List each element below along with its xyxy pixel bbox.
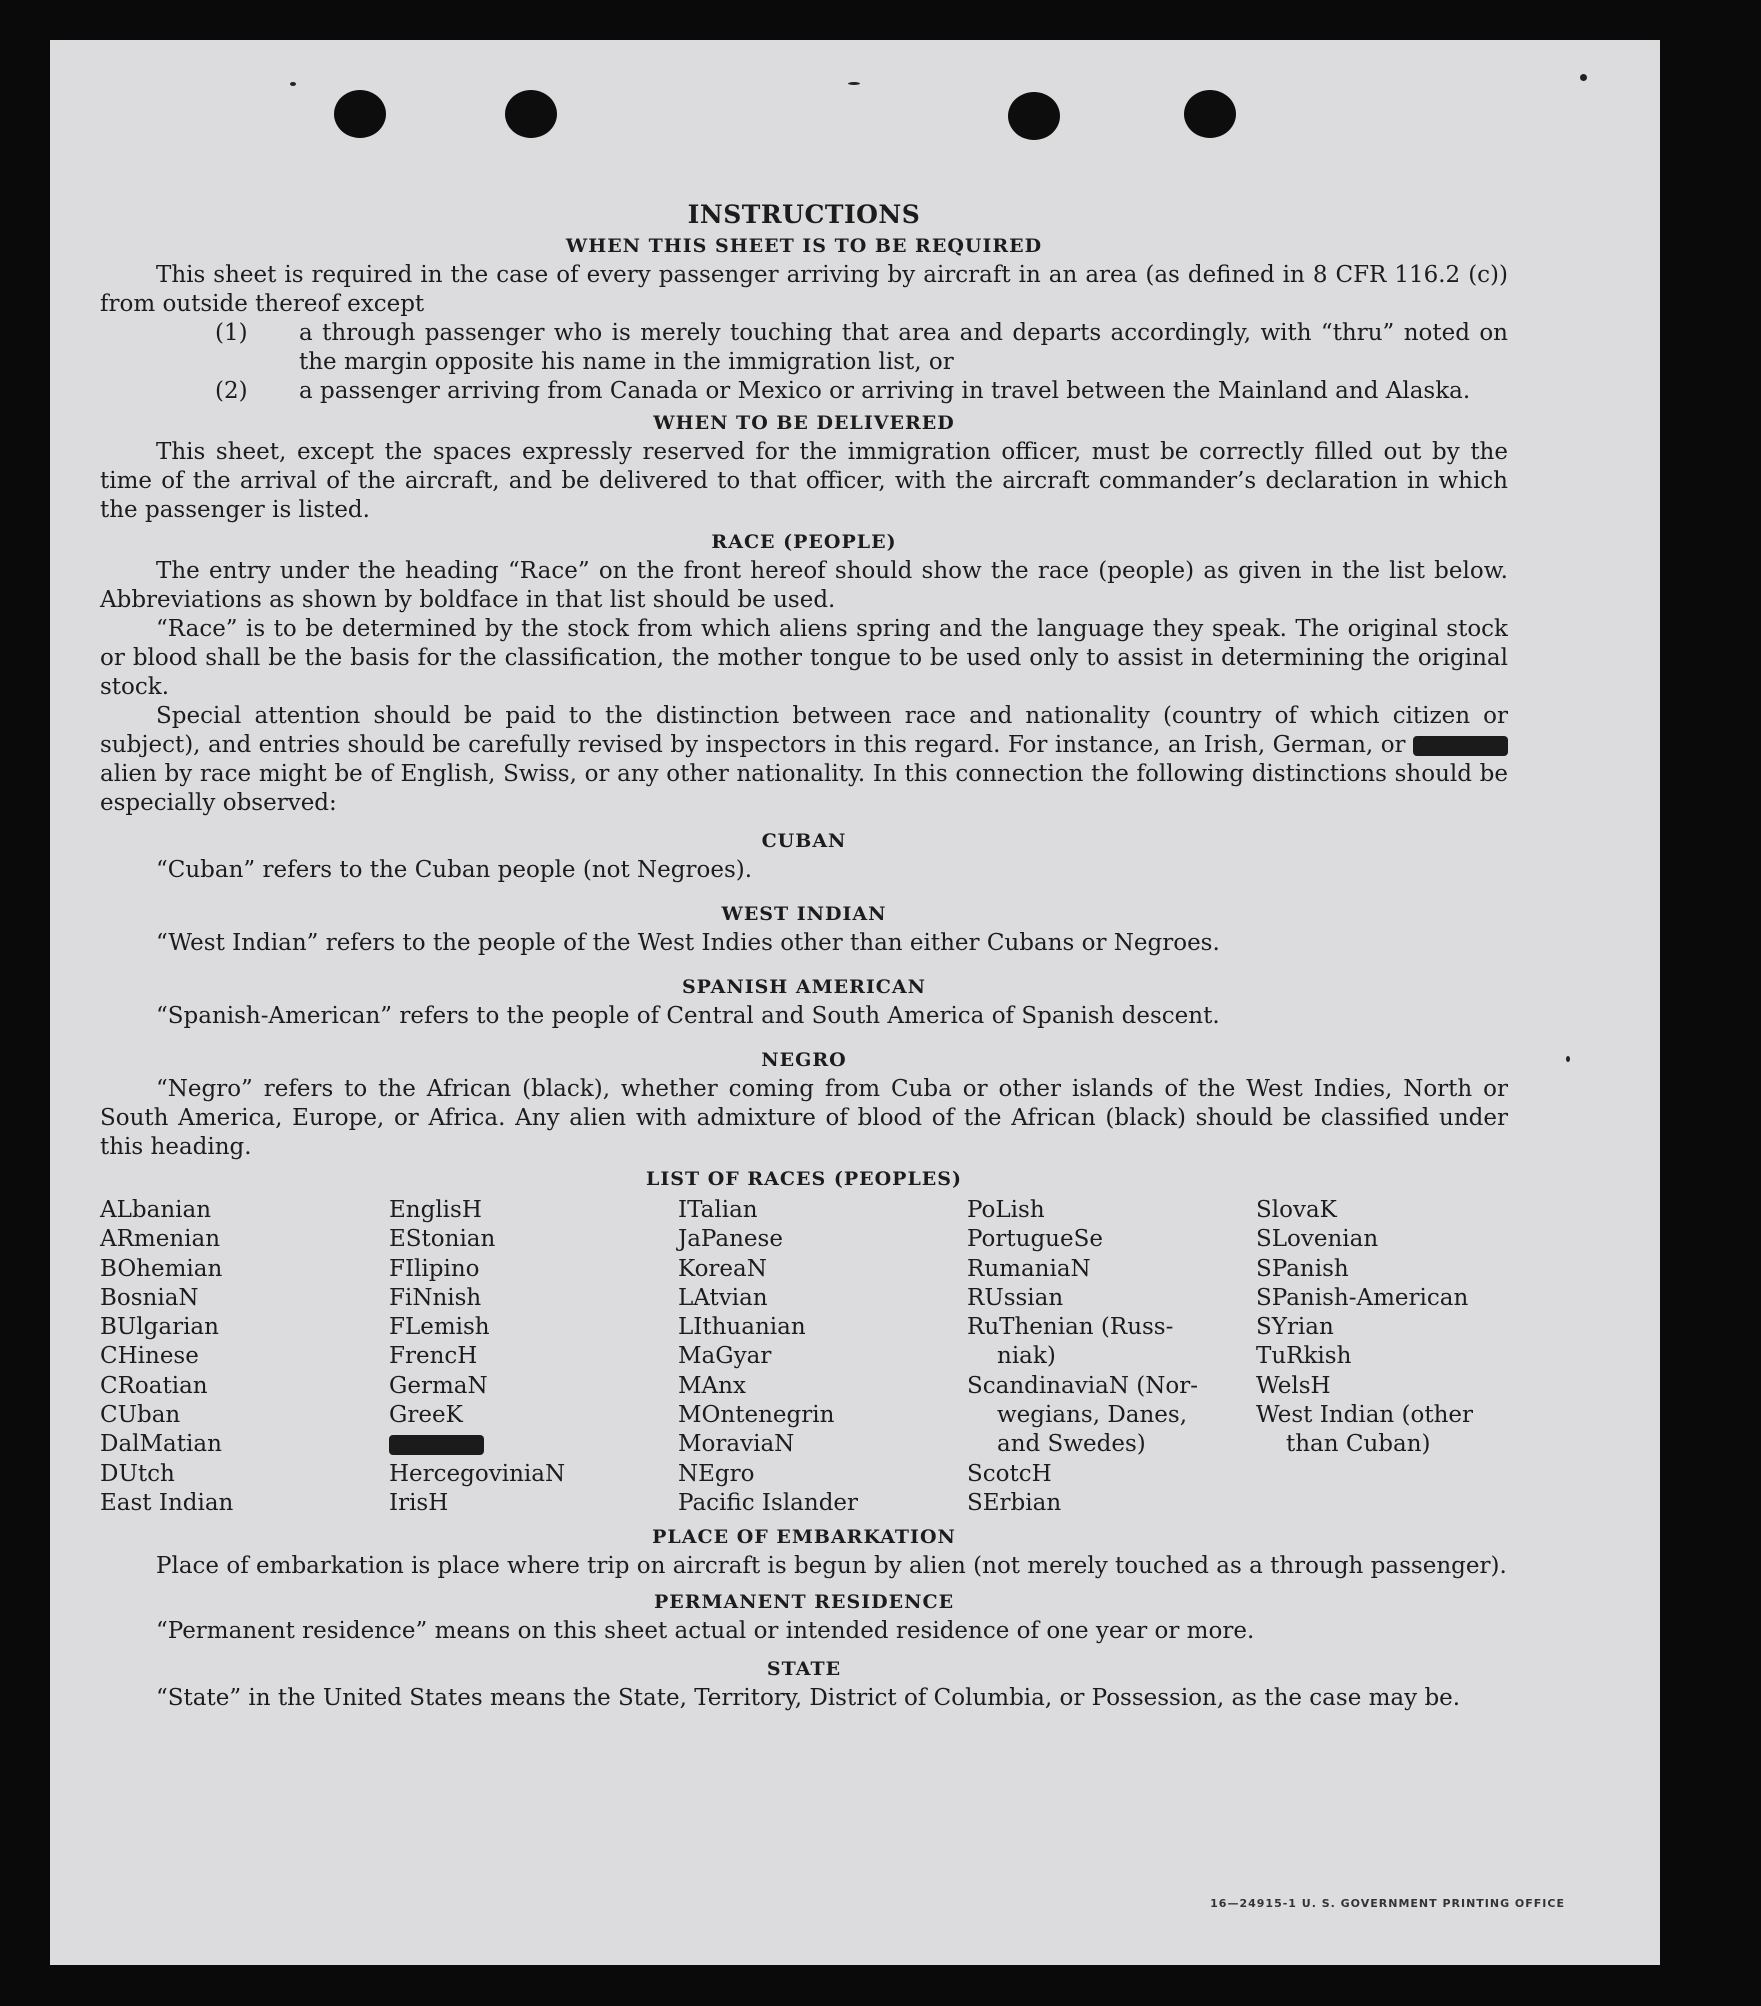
punch-hole xyxy=(334,90,386,138)
section-heading: LIST OF RACES (PEOPLES) xyxy=(646,1168,962,1190)
race-item: BosniaN xyxy=(100,1284,199,1311)
paragraph: “Cuban” refers to the Cuban people (not Negroes). xyxy=(156,857,753,883)
race-item: IrisH xyxy=(389,1489,449,1516)
race-item: ARmenian xyxy=(100,1226,221,1253)
paragraph: “Permanent residence” means on this sheet actual or intended residence of one year or more. xyxy=(156,1618,1255,1645)
race-item: ScandinaviaN (Nor- xyxy=(967,1372,1198,1399)
list-text: a through passenger who is merely touching that area and departs accordingly, with “thru” noted on the margin opposite his name in the immigration list, or xyxy=(299,320,1508,375)
race-item: SlovaK xyxy=(1256,1197,1337,1223)
race-item: MAnx xyxy=(678,1372,746,1399)
race-item: FrencH xyxy=(389,1343,478,1370)
punch-hole xyxy=(1008,92,1060,140)
paragraph: This sheet is required in the case of every passenger arriving by aircraft in an area (as defined in 8 CFR 116.2 (c)) from outside thereof except xyxy=(100,262,1508,317)
race-item: SYrian xyxy=(1256,1314,1334,1341)
race-item: CHinese xyxy=(100,1343,199,1370)
paragraph: This sheet, except the spaces expressly reserved for the immigration officer, must be correctly filled out by the time of the arrival of the aircraft, and be delivered to that officer, with the aircraft commander’s declaration in which the passenger is listed. xyxy=(100,439,1508,523)
race-item: MaGyar xyxy=(678,1343,772,1370)
races-column-1 xyxy=(100,1196,389,1518)
race-item: WelsH xyxy=(1256,1372,1331,1399)
race-item: GreeK xyxy=(389,1402,463,1429)
paragraph: “Race” is to be determined by the stock from which aliens spring and the language they speak. The original stock or blood shall be the basis for the classification, the mother tongue to be used only to assist in determining the original stock. xyxy=(100,616,1508,700)
speck xyxy=(1580,74,1587,81)
race-item-continued: niak) xyxy=(997,1343,1056,1370)
race-item: GermaN xyxy=(389,1372,488,1399)
speck xyxy=(1566,1056,1570,1062)
race-item: PortugueSe xyxy=(967,1226,1103,1253)
speck xyxy=(290,82,296,86)
race-item: RumaniaN xyxy=(967,1255,1091,1282)
section-heading: PERMANENT RESIDENCE xyxy=(653,1591,955,1614)
printer-imprint: 16—24915-1 U. S. GOVERNMENT PRINTING OFFICE xyxy=(1210,1897,1565,1910)
document-page xyxy=(50,40,1660,1965)
list-item xyxy=(215,377,1508,406)
speck xyxy=(848,82,860,85)
paragraph xyxy=(100,702,1508,818)
race-item: CUban xyxy=(100,1402,181,1429)
paragraph: “West Indian” refers to the people of the West Indies other than either Cubans or Negroes. xyxy=(156,930,1220,956)
punch-hole xyxy=(1184,90,1236,138)
race-item: MoraviaN xyxy=(678,1431,795,1458)
instructions-content xyxy=(100,160,1508,1713)
section-heading: WHEN TO BE DELIVERED xyxy=(653,412,955,434)
race-item: FIlipino xyxy=(389,1255,480,1282)
paragraph: “Spanish-American” refers to the people of Central and South America of Spanish descent. xyxy=(156,1003,1220,1029)
list-text: a passenger arriving from Canada or Mexico or arriving in travel between the Mainland and Alaska. xyxy=(299,378,1471,404)
race-item: MOntenegrin xyxy=(678,1402,835,1429)
races-column-3 xyxy=(678,1196,967,1518)
races-column-5 xyxy=(1256,1196,1545,1518)
section-heading: STATE xyxy=(766,1658,842,1681)
list-number: (2) xyxy=(215,378,248,404)
race-item-redacted xyxy=(389,1430,678,1459)
section-heading: RACE (PEOPLE) xyxy=(711,531,897,553)
race-item: FiNnish xyxy=(389,1284,482,1311)
section-heading: WHEN THIS SHEET IS TO BE REQUIRED xyxy=(565,235,1043,257)
race-item: ITalian xyxy=(678,1197,758,1223)
paragraph: “State” in the United States means the State, Territory, District of Columbia, or Possession, as the case may be. xyxy=(156,1685,1461,1712)
section-heading: PLACE OF EMBARKATION xyxy=(652,1526,956,1549)
paragraph-part: Special attention should be paid to the distinction between race and nationality (country of which citizen or subject), and entries should be carefully revised by inspectors in this regard. For instance, an Irish, German, or xyxy=(100,703,1508,758)
race-item: ScotcH xyxy=(967,1460,1052,1487)
race-item: SPanish xyxy=(1256,1255,1349,1282)
section-heading: WEST INDIAN xyxy=(721,903,887,925)
race-item: BOhemian xyxy=(100,1255,223,1282)
list-item xyxy=(215,319,1508,377)
race-item: Pacific Islander xyxy=(678,1489,859,1516)
races-list xyxy=(100,1196,1508,1518)
race-item: FLemish xyxy=(389,1314,490,1341)
race-item: RUssian xyxy=(967,1284,1064,1311)
race-item: JaPanese xyxy=(678,1226,783,1253)
paragraph: The entry under the heading “Race” on the front hereof should show the race (people) as given in the list below. Abbreviations as shown by boldface in that list should be used. xyxy=(100,558,1508,613)
paragraph: Place of embarkation is place where trip on aircraft is begun by alien (not merely touched as a through passenger). xyxy=(156,1553,1507,1580)
race-item: DalMatian xyxy=(100,1431,222,1458)
race-item: HercegoviniaN xyxy=(389,1460,566,1487)
paragraph: “Negro” refers to the African (black), whether coming from Cuba or other islands of the West Indies, North or South America, Europe, or Africa. Any alien with admixture of blood of the African (black) should be classified under this heading. xyxy=(100,1076,1508,1160)
race-item: RuThenian (Russ- xyxy=(967,1314,1174,1341)
race-item: EStonian xyxy=(389,1226,496,1253)
race-item: TuRkish xyxy=(1256,1343,1352,1370)
race-item: ALbanian xyxy=(100,1197,212,1223)
race-item: East Indian xyxy=(100,1489,234,1516)
page-title: INSTRUCTIONS xyxy=(687,200,921,229)
race-item-continued: than Cuban) xyxy=(1286,1431,1431,1458)
section-heading: CUBAN xyxy=(761,830,847,852)
punch-hole xyxy=(505,90,557,138)
race-item-continued: wegians, Danes, xyxy=(997,1402,1188,1429)
redaction-mark xyxy=(389,1435,484,1455)
race-item: SPanish-American xyxy=(1256,1284,1469,1311)
race-item: SErbian xyxy=(967,1489,1062,1516)
race-item: PoLish xyxy=(967,1197,1045,1223)
races-column-4 xyxy=(967,1196,1256,1518)
section-heading: NEGRO xyxy=(761,1049,847,1071)
race-item: West Indian (other xyxy=(1256,1402,1474,1429)
paragraph-part: alien by race might be of English, Swiss, or any other nationality. In this connection the following distinctions should be especially observed: xyxy=(100,761,1508,816)
race-item: SLovenian xyxy=(1256,1226,1379,1253)
race-item: DUtch xyxy=(100,1460,175,1487)
race-item: KoreaN xyxy=(678,1255,767,1282)
race-item: NEgro xyxy=(678,1460,755,1487)
list-number: (1) xyxy=(215,320,248,346)
race-item-continued: and Swedes) xyxy=(997,1431,1146,1458)
races-column-2 xyxy=(389,1196,678,1518)
race-item: EnglisH xyxy=(389,1197,482,1223)
race-item: CRoatian xyxy=(100,1372,208,1399)
redaction-mark xyxy=(1413,736,1508,756)
race-item: BUlgarian xyxy=(100,1314,219,1341)
race-item: LAtvian xyxy=(678,1284,768,1311)
section-heading: SPANISH AMERICAN xyxy=(681,976,927,998)
race-item: LIthuanian xyxy=(678,1314,806,1341)
